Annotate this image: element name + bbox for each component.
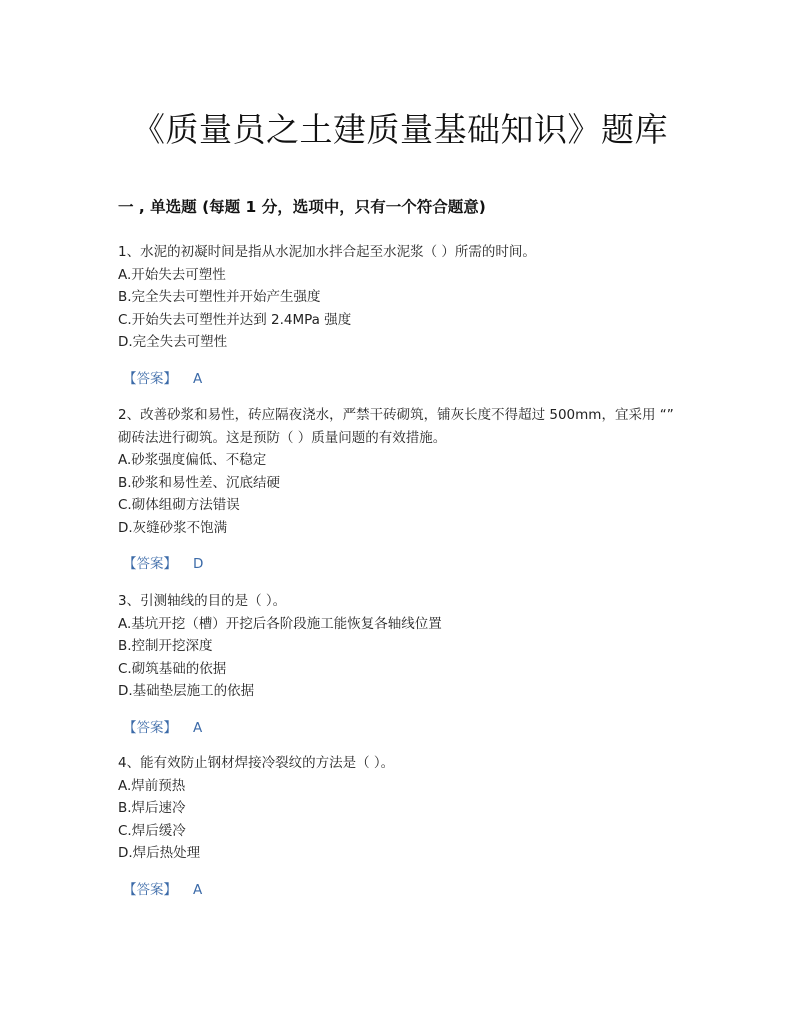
option-c: C.焊后缓冷: [118, 822, 186, 839]
option-d: D.灰缝砂浆不饱满: [118, 519, 228, 536]
option-a: A.砂浆强度偏低、不稳定: [118, 452, 267, 468]
answer-value: A: [193, 370, 203, 387]
answer-row: [118, 553, 688, 575]
option-a: A.基坑开挖（槽）开挖后各阶段施工能恢复各轴线位置: [118, 615, 442, 632]
option-b: B.砂浆和易性差、沉底结硬: [118, 474, 281, 491]
question-text: 3、引测轴线的目的是（ ）。: [118, 593, 287, 609]
section-heading: 一 , 单选题 (每题 1 分，选项中，只有一个符合题意): [118, 198, 486, 216]
question-text: 4、能有效防止钢材焊接冷裂纹的方法是（ ）。: [118, 755, 395, 771]
answer-label: 【答案】: [123, 719, 177, 736]
document-title: 《质量员之土建质量基础知识》题库: [132, 110, 668, 149]
question-text: 2、改善砂浆和易性，砖应隔夜浇水，严禁干砖砌筑，铺灰长度不得超过 500mm，宜采用 “” 砌砖法进行砌筑。这是预防（ ）质量问题的有效措施。: [118, 407, 674, 446]
answer-row: [118, 368, 688, 390]
question-2: [118, 404, 688, 575]
answer-value: A: [193, 719, 203, 736]
answer-label: 【答案】: [123, 556, 177, 572]
question-text: 1、水泥的初凝时间是指从水泥加水拌合起至水泥浆（ ）所需的时间。: [118, 244, 536, 260]
option-d: D.焊后热处理: [118, 845, 201, 861]
question-4: [118, 752, 688, 901]
option-b: B.焊后速冷: [118, 800, 186, 816]
option-c: C.开始失去可塑性并达到 2.4MPa 强度: [118, 311, 352, 328]
question-3: [118, 590, 688, 739]
answer-row: [118, 717, 688, 739]
answer-value: D: [193, 556, 204, 572]
answer-value: A: [193, 881, 203, 898]
option-c: C.砌体组砌方法错误: [118, 497, 240, 513]
option-d: D.完全失去可塑性: [118, 334, 228, 350]
option-b: B.控制开挖深度: [118, 638, 213, 654]
option-a: A.开始失去可塑性: [118, 266, 226, 283]
answer-row: [118, 879, 688, 901]
option-d: D.基础垫层施工的依据: [118, 683, 255, 699]
option-a: A.焊前预热: [118, 777, 186, 794]
answer-label: 【答案】: [123, 881, 177, 898]
option-c: C.砌筑基础的依据: [118, 660, 227, 677]
option-b: B.完全失去可塑性并开始产生强度: [118, 289, 321, 305]
question-1: [118, 241, 688, 390]
answer-label: 【答案】: [123, 370, 177, 387]
